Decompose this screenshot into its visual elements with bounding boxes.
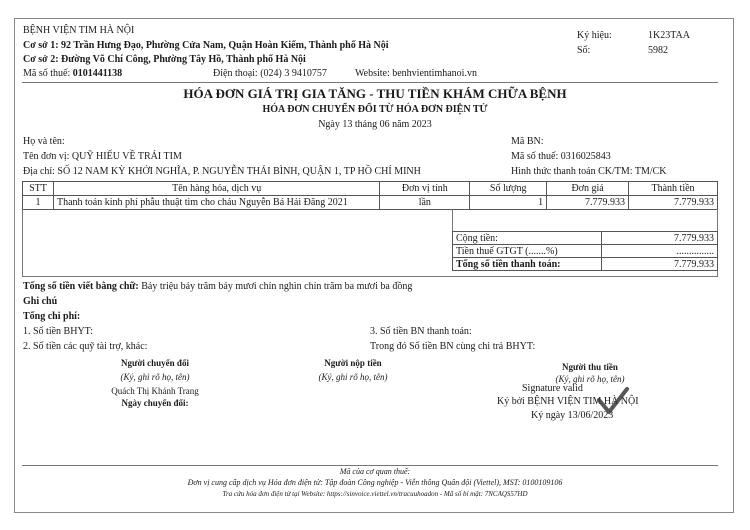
vat-value: ...............	[602, 245, 718, 258]
totals-table	[452, 231, 718, 271]
invoice-date: Ngày 13 tháng 06 năm 2023	[318, 119, 432, 130]
invoice-number-label: Số:	[577, 45, 591, 56]
invoice-subtitle: HÓA ĐƠN CHUYỂN ĐỔI TỪ HÓA ĐƠN ĐIỆN TỬ	[262, 104, 488, 115]
converter-hint: (Ký, ghi rõ họ, tên)	[120, 372, 190, 382]
vat-row	[453, 245, 718, 258]
seller-website: Website: benhvientimhanoi.vn	[355, 68, 477, 79]
signed-date: Ký ngày 13/06/2023	[531, 410, 614, 421]
cell-qty: 1	[470, 196, 547, 210]
total-row	[453, 258, 718, 271]
payer-signature	[278, 358, 428, 382]
table-row	[23, 196, 718, 210]
signature-check-icon	[596, 386, 630, 416]
amount-in-words	[23, 281, 412, 292]
col-header-price: Đơn giá	[547, 182, 629, 196]
buyer-name-label: Họ và tên:	[23, 136, 65, 147]
converter-signature	[80, 358, 230, 408]
seller-tax-label: Mã số thuế:	[23, 68, 71, 79]
patient-pay-amount: 3. Số tiền BN thanh toán:	[370, 326, 472, 337]
col-header-qty: Số lượng	[470, 182, 547, 196]
symbol-label: Ký hiệu:	[577, 30, 612, 41]
table-left-border	[22, 209, 23, 276]
bhyt-copay-amount: Trong đó Số tiền BN cùng chi trả BHYT:	[370, 341, 536, 352]
collector-hint: (Ký, ghi rõ họ, tên)	[555, 374, 625, 384]
buyer-tax-code: Mã số thuế: 0316025843	[511, 151, 611, 162]
footer-divider	[22, 465, 718, 466]
col-header-item: Tên hàng hóa, dịch vụ	[53, 182, 379, 196]
collector-title: Người thu tiền	[562, 362, 618, 372]
header-divider	[22, 82, 718, 83]
cell-stt: 1	[23, 196, 54, 210]
collector-signature	[500, 362, 680, 384]
amount-in-words-label: Tổng số tiền viết bằng chữ:	[23, 281, 139, 292]
total-label: Tổng số tiền thanh toán:	[453, 258, 602, 271]
symbol-value: 1K23TAA	[648, 30, 690, 41]
site-2-address: Cơ sở 2: Đường Võ Chí Công, Phường Tây Hồ, Thành phố Hà Nội	[23, 54, 306, 65]
converter-title: Người chuyển đổi	[121, 358, 189, 368]
hospital-name: BỆNH VIỆN TIM HÀ NỘI	[23, 25, 135, 36]
table-bottom-border	[22, 276, 718, 277]
seller-tax-row	[23, 68, 122, 79]
invoice-lookup: Tra cứu hóa đơn điện tử tại Website: https://sinvoice.viettel.vn/tracuuhoadon - Mã số bí mật: 7NCAQS57HD	[222, 490, 528, 498]
payer-hint: (Ký, ghi rõ họ, tên)	[318, 372, 388, 382]
other-funds-amount: 2. Số tiền các quỹ tài trợ, khác:	[23, 341, 148, 352]
subtotal-row	[453, 232, 718, 245]
site-1-address: Cơ sở 1: 92 Trần Hưng Đạo, Phường Cửa Nam, Quận Hoàn Kiếm, Thành phố Hà Nội	[23, 40, 389, 51]
cell-amount: 7.779.933	[629, 196, 718, 210]
buyer-address: Địa chỉ: SỐ 12 NAM KỲ KHỞI NGHĨA, P. NGUYỄN THÁI BÌNH, QUẬN 1, TP HỒ CHÍ MINH	[23, 166, 421, 177]
converter-date: Ngày chuyển đổi:	[121, 398, 189, 408]
items-header-row	[23, 182, 718, 196]
signed-by: Ký bởi BỆNH VIỆN TIM HÀ NỘI	[497, 396, 639, 407]
subtotal-label: Cộng tiền:	[453, 232, 602, 245]
tax-authority-code: Mã của cơ quan thuế:	[339, 467, 411, 476]
patient-code: Mã BN:	[511, 136, 544, 147]
buyer-unit: Tên đơn vị: QUỸ HIẾU VỀ TRÁI TIM	[23, 151, 182, 162]
e-invoice-provider: Đơn vị cung cấp dịch vụ Hóa đơn điện tử: Tập đoàn Công nghiệp - Viễn thông Quân đội (Viettel), MST: 0100109106	[187, 478, 563, 487]
total-cost-heading: Tổng chi phí:	[23, 311, 81, 322]
bhyt-amount: 1. Số tiền BHYT:	[23, 326, 94, 337]
col-header-amount: Thành tiền	[629, 182, 718, 196]
total-value: 7.779.933	[602, 258, 718, 271]
cell-unit: lần	[380, 196, 470, 210]
invoice-title: HÓA ĐƠN GIÁ TRỊ GIA TĂNG - THU TIỀN KHÁM CHỮA BỆNH	[183, 86, 567, 101]
cell-price: 7.779.933	[547, 196, 629, 210]
subtotal-value: 7.779.933	[602, 232, 718, 245]
seller-phone: Điện thoại: (024) 3 9410757	[213, 68, 327, 79]
col-header-stt: STT	[23, 182, 54, 196]
cell-item: Thanh toán kinh phí phẫu thuật tim cho cháu Nguyễn Bá Hải Đăng 2021	[53, 196, 379, 210]
vat-label: Tiền thuế GTGT (.......%)	[453, 245, 602, 258]
col-header-unit: Đơn vị tính	[380, 182, 470, 196]
payment-method: Hình thức thanh toán CK/TM: TM/CK	[511, 166, 667, 177]
items-table	[22, 181, 718, 210]
invoice-number-value: 5982	[648, 45, 668, 56]
table-col-divider	[452, 209, 453, 231]
amount-in-words-value: Bảy triệu bảy trăm bảy mươi chín nghìn chín trăm ba mươi ba đồng	[141, 281, 413, 292]
converter-name: Quách Thị Khánh Trang	[111, 386, 199, 396]
signature-valid: Signature valid	[522, 383, 583, 394]
notes-heading: Ghi chú	[23, 296, 58, 307]
payer-title: Người nộp tiền	[324, 358, 382, 368]
seller-tax-value: 0101441138	[72, 68, 123, 79]
